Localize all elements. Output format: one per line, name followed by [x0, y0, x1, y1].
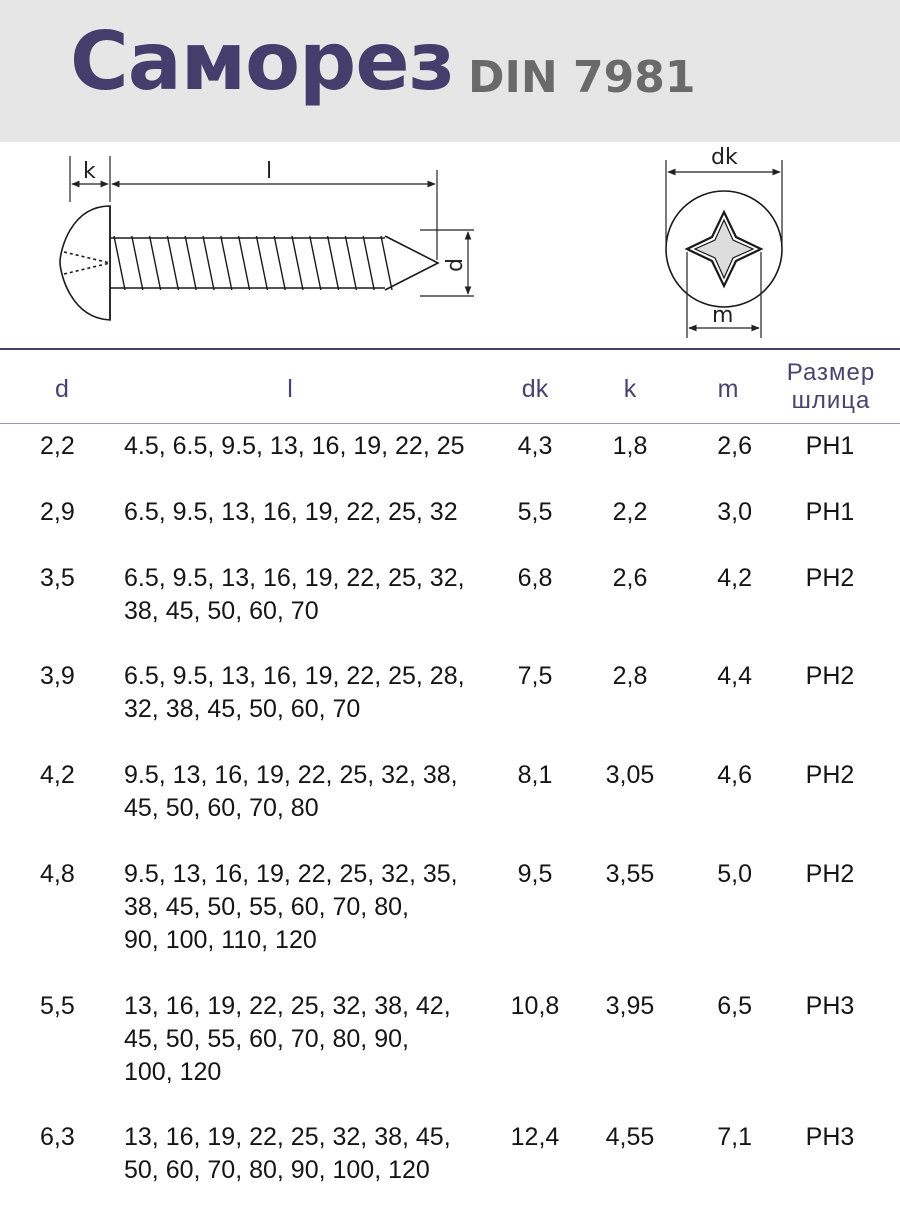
- header-d: d: [55, 375, 69, 403]
- cell-dk: 8,1: [517, 761, 553, 789]
- screw-top-view: [666, 191, 782, 307]
- table-header: [0, 350, 900, 423]
- screw-side-view: [60, 206, 438, 320]
- cell-m: 4,6: [717, 761, 752, 789]
- cell-d: 3,5: [40, 564, 75, 592]
- cell-l: [124, 496, 484, 529]
- cell-l-line: 38, 45, 50, 55, 60, 70, 80,: [124, 893, 409, 921]
- cell-l-line: 45, 50, 55, 60, 70, 80, 90,: [124, 1025, 409, 1053]
- header-banner: [0, 0, 900, 142]
- header-m: m: [717, 375, 739, 403]
- cell-l-line: 100, 120: [124, 1058, 222, 1086]
- cell-d: 2,2: [40, 432, 75, 460]
- table-body: [0, 424, 900, 1215]
- cell-l-line: 13, 16, 19, 22, 25, 32, 38, 45,: [124, 1123, 451, 1151]
- cell-l-line: 90, 100, 110, 120: [124, 926, 317, 954]
- header-k: k: [623, 375, 637, 403]
- cell-d: 4,2: [40, 761, 75, 789]
- table-row: [0, 556, 900, 654]
- cell-slot: PH3: [805, 992, 855, 1020]
- cell-l: [124, 990, 484, 1089]
- cell-k: 3,95: [605, 992, 655, 1020]
- cell-l-line: 9.5, 13, 16, 19, 22, 25, 32, 35,: [124, 860, 458, 888]
- cell-d: 5,5: [40, 992, 75, 1020]
- cell-l-line: 6.5, 9.5, 13, 16, 19, 22, 25, 32,: [124, 564, 465, 592]
- cell-k: 4,55: [605, 1123, 655, 1151]
- label-k: k: [83, 159, 96, 184]
- cell-d: 2,9: [40, 498, 75, 526]
- header-slot-line2: шлица: [791, 387, 871, 414]
- cell-k: 2,6: [612, 564, 648, 592]
- cell-slot: PH2: [805, 860, 855, 888]
- standard-subtitle: DIN 7981: [468, 52, 696, 103]
- cell-dk: 5,5: [517, 498, 553, 526]
- cell-slot: PH1: [805, 498, 855, 526]
- label-m: m: [712, 303, 734, 328]
- cell-l-line: 4.5, 6.5, 9.5, 13, 16, 19, 22, 25: [124, 432, 465, 460]
- table-row: [0, 1115, 900, 1215]
- cell-l: [124, 858, 484, 957]
- label-l: l: [266, 159, 273, 184]
- table-row: [0, 490, 900, 556]
- cell-l: [124, 759, 484, 825]
- header-slot-size: [770, 359, 892, 415]
- table-row: [0, 424, 900, 490]
- table-row: [0, 654, 900, 753]
- cell-l: [124, 660, 484, 726]
- header-slot-line1: Размер: [786, 359, 876, 386]
- cell-l-line: 6.5, 9.5, 13, 16, 19, 22, 25, 28,: [124, 662, 465, 690]
- page-title: Саморез: [70, 15, 455, 108]
- cell-dk: 4,3: [517, 432, 553, 460]
- cell-m: 2,6: [717, 432, 752, 460]
- cell-k: 3,55: [605, 860, 655, 888]
- cell-slot: PH2: [805, 662, 855, 690]
- table-row: [0, 984, 900, 1115]
- cell-l-line: 9.5, 13, 16, 19, 22, 25, 32, 38,: [124, 761, 458, 789]
- cell-d: 4,8: [40, 860, 75, 888]
- cell-m: 3,0: [717, 498, 752, 526]
- cell-dk: 6,8: [517, 564, 553, 592]
- table-row: [0, 753, 900, 852]
- cell-k: 2,2: [612, 498, 648, 526]
- cell-m: 6,5: [717, 992, 752, 1020]
- cell-l-line: 50, 60, 70, 80, 90, 100, 120: [124, 1156, 430, 1184]
- cell-l: [124, 562, 484, 628]
- cell-m: 4,2: [717, 564, 752, 592]
- cell-k: 3,05: [605, 761, 655, 789]
- label-d: d: [443, 258, 468, 272]
- cell-dk: 7,5: [517, 662, 553, 690]
- cell-dk: 9,5: [517, 860, 553, 888]
- screw-drawing-svg: [0, 142, 900, 348]
- table-row: [0, 852, 900, 984]
- cell-m: 4,4: [717, 662, 752, 690]
- cell-l: [124, 1121, 484, 1187]
- technical-drawing: [0, 142, 900, 348]
- cell-k: 2,8: [612, 662, 648, 690]
- cell-m: 7,1: [717, 1123, 752, 1151]
- cell-dk: 12,4: [510, 1123, 560, 1151]
- header-dk: dk: [521, 375, 549, 403]
- cell-l-line: 45, 50, 60, 70, 80: [124, 794, 319, 822]
- cell-dk: 10,8: [510, 992, 560, 1020]
- cell-m: 5,0: [717, 860, 752, 888]
- cell-k: 1,8: [612, 432, 648, 460]
- cell-l-line: 32, 38, 45, 50, 60, 70: [124, 695, 361, 723]
- cell-l: [124, 430, 484, 463]
- cell-l-line: 13, 16, 19, 22, 25, 32, 38, 42,: [124, 992, 451, 1020]
- cell-slot: PH2: [805, 564, 855, 592]
- cell-slot: PH2: [805, 761, 855, 789]
- cell-slot: PH1: [805, 432, 855, 460]
- cell-slot: PH3: [805, 1123, 855, 1151]
- label-dk: dk: [711, 145, 738, 170]
- header-l: l: [287, 375, 293, 403]
- cell-l-line: 38, 45, 50, 60, 70: [124, 597, 319, 625]
- cell-d: 3,9: [40, 662, 75, 690]
- cell-d: 6,3: [40, 1123, 75, 1151]
- cell-l-line: 6.5, 9.5, 13, 16, 19, 22, 25, 32: [124, 498, 458, 526]
